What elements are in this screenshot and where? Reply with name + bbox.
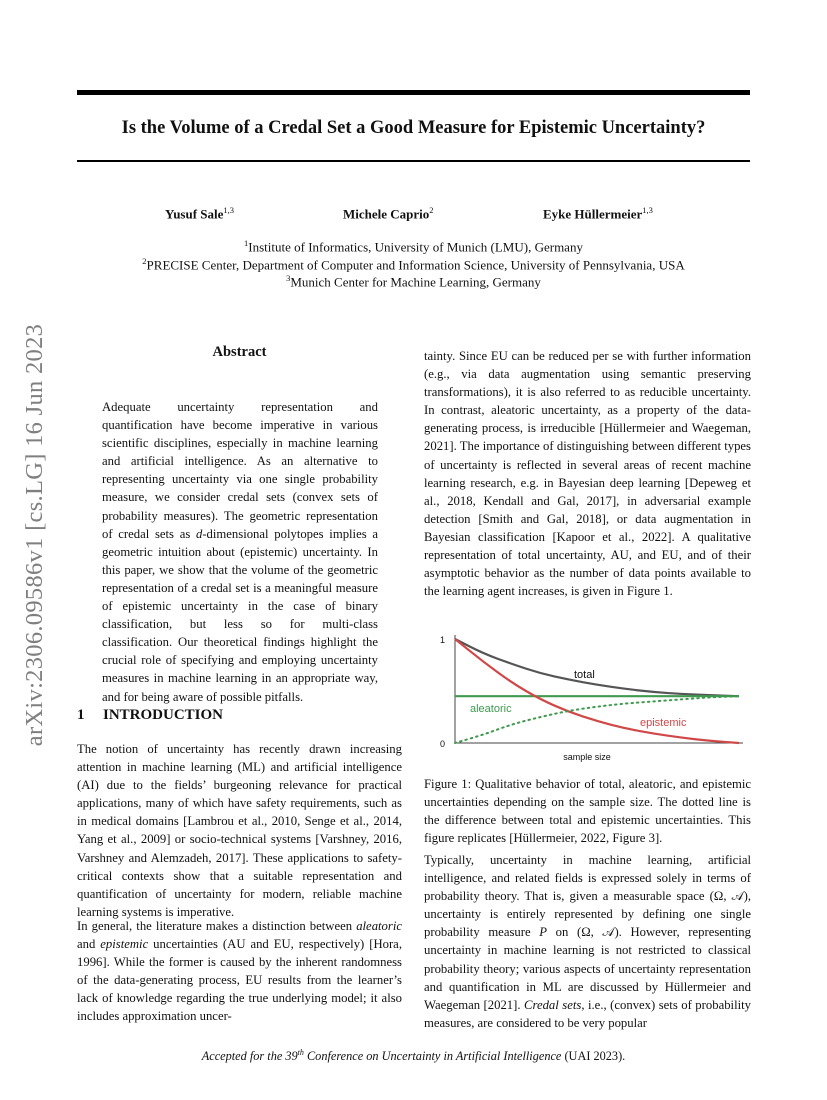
author-3: Eyke Hüllermeier$^{1,3}$ [543,205,653,222]
intro-paragraph-2: In general, the literature makes a distinction between aleatoric and epistemic uncertainties (AU and EU, respectively) [Hora, 1996]. While the former is caused by the inherent randomness of the data-generating process, EU results from the learner’s lack of knowledge regarding the true underlying model; it also includes approximation uncer- [77,919,402,1024]
affiliation-1: $^1$Institute of Informatics, University of Munich (LMU), Germany [244,238,583,255]
author-2: Michele Caprio$^2$ [343,205,434,222]
abstract-body: Adequate uncertainty representation and quantification have become imperative in various scientific disciplines, especially in machine learning and artificial intelligence. As an alternative to representing uncertainty via one single probability measure, we consider credal sets (convex sets of probability measures). The geometric representation of credal sets as d-dimensional polytopes implies a geometric intuition about (epistemic) uncertainty. In this paper, we show that the volume of the geometric representation of a credal set is a meaningful measure of epistemic uncertainty in the case of binary classification, but less so for multi-class classification. Our theoretical findings highlight the crucial role of specifying and employing uncertainty measures in machine learning in an appropriate way, and for being aware of possible pitfalls. [102,400,378,704]
affiliation-2: $^2$PRECISE Center, Department of Computer and Information Science, University of Pennsylvania, USA [142,256,685,273]
figure-1 [424,625,751,765]
x-axis-label: sample size [563,752,611,762]
abstract-heading: Abstract [212,344,267,360]
series-label-aleatoric: aleatoric [470,703,512,715]
title-rule [77,160,750,162]
series-line-total [455,639,739,696]
paper-title: Is the Volume of a Credal Set a Good Measure for Epistemic Uncertainty? [121,118,706,138]
y-tick-label: 1 [439,635,445,645]
series-label-epistemic: epistemic [640,717,687,729]
footer-venue: Accepted for the 39th Conference on Uncertainty in Artificial Intelligence (UAI 2023). [201,1048,626,1064]
series-line-epistemic [455,639,739,743]
figure-1-caption: Figure 1: Qualitative behavior of total, aleatoric, and epistemic uncertainties depending on the sample size. The dotted line is the difference between total and epistemic uncertainties. This figure replicates [Hüllermeier, 2022, Figure 3]. [424,777,751,846]
top-rule [77,90,750,95]
uncertainty-chart [424,625,751,765]
section-heading: 1 INTRODUCTION [77,707,224,723]
affiliation-3: $^3$Munich Center for Machine Learning, Germany [286,273,541,290]
intro-paragraph-4: Typically, uncertainty in machine learning, artificial intelligence, and related fields is expressed solely in terms of probability theory. That is, given a measurable space (Ω, 𝒜), uncertainty is entirely represented by defining one single probability measure P on (Ω, 𝒜). However, representing uncertainty in machine learning is not restricted to classical probability theory; various aspects of uncertainty representation and quantification in ML are discussed by Hüllermeier and Waegeman [2021]. Credal sets, i.e., (convex) sets of probability measures, are considered to be very popular [424,853,751,1030]
series-label-total: total [574,669,595,681]
intro-paragraph-1: The notion of uncertainty has recently drawn increasing attention in machine learning (ML) and artificial intelligence (AI) due to the fields’ burgeoning relevance for practical applications, many of which have safety requirements, such as in medical domains [Lambrou et al., 2010, Senge et al., 2014, Yang et al., 2009] or socio-technical systems [Varshney, 2016, Varshney and Alemzadeh, 2017]. These applications to safety-critical contexts show that a suitable representation and quantification of uncertainty for modern, reliable machine learning systems is imperative. [77,742,402,919]
intro-paragraph-3: tainty. Since EU can be reduced per se with further information (e.g., via data augmentation using semantic preserving transformations), it is also referred to as reducible uncertainty. In contrast, aleatoric uncertainty, as a property of the data-generating process, is irreducible [Hüllermeier and Waegeman, 2021]. The importance of distinguishing between different types of uncertainty is reflected in several areas of recent machine learning research, e.g. in Bayesian deep learning [Depeweg et al., 2018, Kendall and Gal, 2017], in adversarial example detection [Smith and Gal, 2018], or data augmentation in Bayesian classification [Kapoor et al., 2022]. A qualitative representation of total uncertainty, AU, and EU, and of their asymptotic behavior as the number of data points available to the learning agent increases, is given in Figure 1. [424,349,751,599]
arxiv-stamp: arXiv:2306.09586v1 [cs.LG] 16 Jun 2023 [21,323,48,747]
y-tick-label: 0 [439,739,445,749]
author-1: Yusuf Sale$^{1,3}$ [165,205,235,222]
